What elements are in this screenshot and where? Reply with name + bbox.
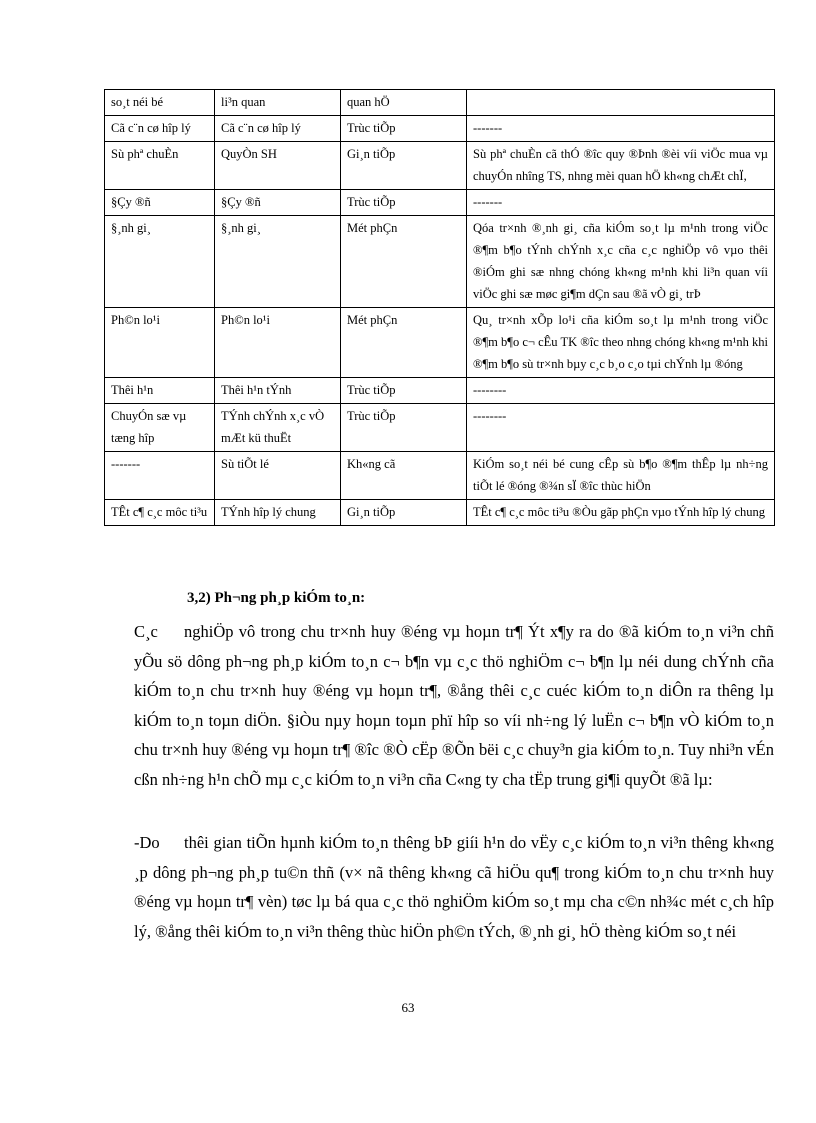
table-cell: Trùc tiÕp (341, 404, 467, 452)
table-cell: so¸t néi bé (105, 90, 215, 116)
table-cell: Ph©n lo¹i (105, 308, 215, 378)
table-cell: Cã c¨n cø hîp lý (105, 116, 215, 142)
table-cell: Qóa tr×nh ®¸nh gi¸ cña kiÓm so¸t lµ m¹nh trong viÖc ®¶m b¶o tÝnh chÝnh x¸c cña c¸c nghiÖp vô vµo thêi ®iÓm ghi sæ nhng chóng kh«ng m¹nh khi li³n quan víi viÖc ghi sæ møc gi¶m dÇn sau ®ã vÒ gi¸ trÞ (467, 216, 775, 308)
table-cell: ------- (467, 190, 775, 216)
table-cell: -------- (467, 404, 775, 452)
table-row (105, 216, 775, 308)
table-cell: TÝnh hîp lý chung (215, 500, 341, 526)
table-cell: Trùc tiÕp (341, 190, 467, 216)
paragraph-text: thêi gian tiÕn hµnh kiÓm to¸n thêng bÞ giíi h¹n do vËy c¸c kiÓm to¸n vi³n thêng kh«ng ¸p dông ph¬ng ph¸p tu©n thñ (v× nã thêng kh«ng cã hiÖu qu¶ trong kiÓm to¸n chu tr×nh huy ®éng vµ hoµn tr¶ vèn) tøc lµ bá qua c¸c thö nghiÖm kiÓm so¸t mµ cha c©n nh¾c mét c¸ch hîp lý, ®ång thêi kiÓm to¸n vi³n thêng thùc hiÖn ph©n tÝch, ®¸nh gi¸ hÖ thèng kiÓm so¸t néi (134, 833, 774, 941)
table-row (105, 90, 775, 116)
section-heading: 3,2) Ph¬ng ph¸p kiÓm to¸n: (187, 590, 366, 606)
table-cell: §Çy ®ñ (215, 190, 341, 216)
table-cell: §¸nh gi¸ (105, 216, 215, 308)
table-row (105, 116, 775, 142)
paragraph-text: nghiÖp vô trong chu tr×nh huy ®éng vµ hoµn tr¶ Ýt x¶y ra do ®ã kiÓm to¸n vi³n chñ yÕu sö dông ph¬ng ph¸p kiÓm to¸n c¬ b¶n vµ c¸c thö nghiÖm c¬ b¶n lµ néi dung chÝnh cña kiÓm to¸n chu tr×nh huy ®éng vµ hoµn tr¶, ®ång thêi c¸c cuéc kiÓm to¸n diÔn ra thêng lµ kiÓm to¸n toµn diÖn. §iÒu nµy hoµn toµn phï hîp so víi nh÷ng lý luËn c¬ b¶n vÒ kiÓm to¸n chu tr×nh huy ®éng vµ hoµn tr¶ ®îc ®Ò cËp ®Õn bëi c¸c chuy³n gia kiÓm to¸n. Tuy nhi³n vÉn cßn nh÷ng h¹n chÕ mµ c¸c kiÓm to¸n vi³n cña C«ng ty cha tËp trung gi¶i quyÕt ®ã lµ: (134, 622, 774, 789)
table-cell: Sù phª chuÈn (105, 142, 215, 190)
table-cell: Mét phÇn (341, 216, 467, 308)
table-cell: Thêi h¹n (105, 378, 215, 404)
table-cell: Sù tiÕt lé (215, 452, 341, 500)
body-paragraph (134, 828, 774, 946)
table-cell: TÊt c¶ c¸c môc ti³u ®Òu gãp phÇn vµo tÝnh hîp lý chung (467, 500, 775, 526)
table-cell: Gi¸n tiÕp (341, 142, 467, 190)
table-cell: Cã c¨n cø hîp lý (215, 116, 341, 142)
table-row (105, 308, 775, 378)
table-cell: ChuyÓn sæ vµ tæng hîp (105, 404, 215, 452)
table-row (105, 404, 775, 452)
table-cell: §¸nh gi¸ (215, 216, 341, 308)
table-row (105, 190, 775, 216)
table-cell: §Çy ®ñ (105, 190, 215, 216)
table-row (105, 142, 775, 190)
table-cell: ------- (467, 116, 775, 142)
table-cell (467, 90, 775, 116)
table-cell: TÝnh chÝnh x¸c vÒ mÆt kü thuËt (215, 404, 341, 452)
table-cell: Kh«ng cã (341, 452, 467, 500)
table-cell: TÊt c¶ c¸c môc ti³u (105, 500, 215, 526)
table-cell: QuyÒn SH (215, 142, 341, 190)
table-cell: Ph©n lo¹i (215, 308, 341, 378)
table-row (105, 500, 775, 526)
table-cell: Sù phª chuÈn cã thÓ ®îc quy ®Þnh ®èi víi viÖc mua vµ chuyÓn nhîng TS, nhng mèi quan hÖ kh«ng chÆt chÏ, (467, 142, 775, 190)
table-cell: Trùc tiÕp (341, 378, 467, 404)
table-cell: Qu¸ tr×nh xÕp lo¹i cña kiÓm so¸t lµ m¹nh trong viÖc ®¶m b¶o c¬ cÊu TK ®îc theo nhng chóng kh«ng m¹nh khi ®¶m b¶o sù tr×nh bµy c¸c b¸o c¸o tµi chÝnh lµ ®óng (467, 308, 775, 378)
table-cell: -------- (467, 378, 775, 404)
page-number: 63 (401, 1000, 415, 1015)
table-row (105, 378, 775, 404)
table-cell: Gi¸n tiÕp (341, 500, 467, 526)
paragraph-lead-word: -Do (134, 833, 160, 852)
body-paragraph (134, 617, 774, 794)
table-row (105, 452, 775, 500)
table-cell: quan hÖ (341, 90, 467, 116)
paragraph-lead-word: C¸c (134, 622, 158, 641)
table-cell: Mét phÇn (341, 308, 467, 378)
table-cell: li³n quan (215, 90, 341, 116)
assertion-table (104, 89, 775, 526)
table-cell: Trùc tiÕp (341, 116, 467, 142)
table-cell: Thêi h¹n tÝnh (215, 378, 341, 404)
table-cell: ------- (105, 452, 215, 500)
table-cell: KiÓm so¸t néi bé cung cÊp sù b¶o ®¶m thÊp lµ nh÷ng tiÕt lé ®óng ®¾n sÏ ®îc thùc hiÖn (467, 452, 775, 500)
